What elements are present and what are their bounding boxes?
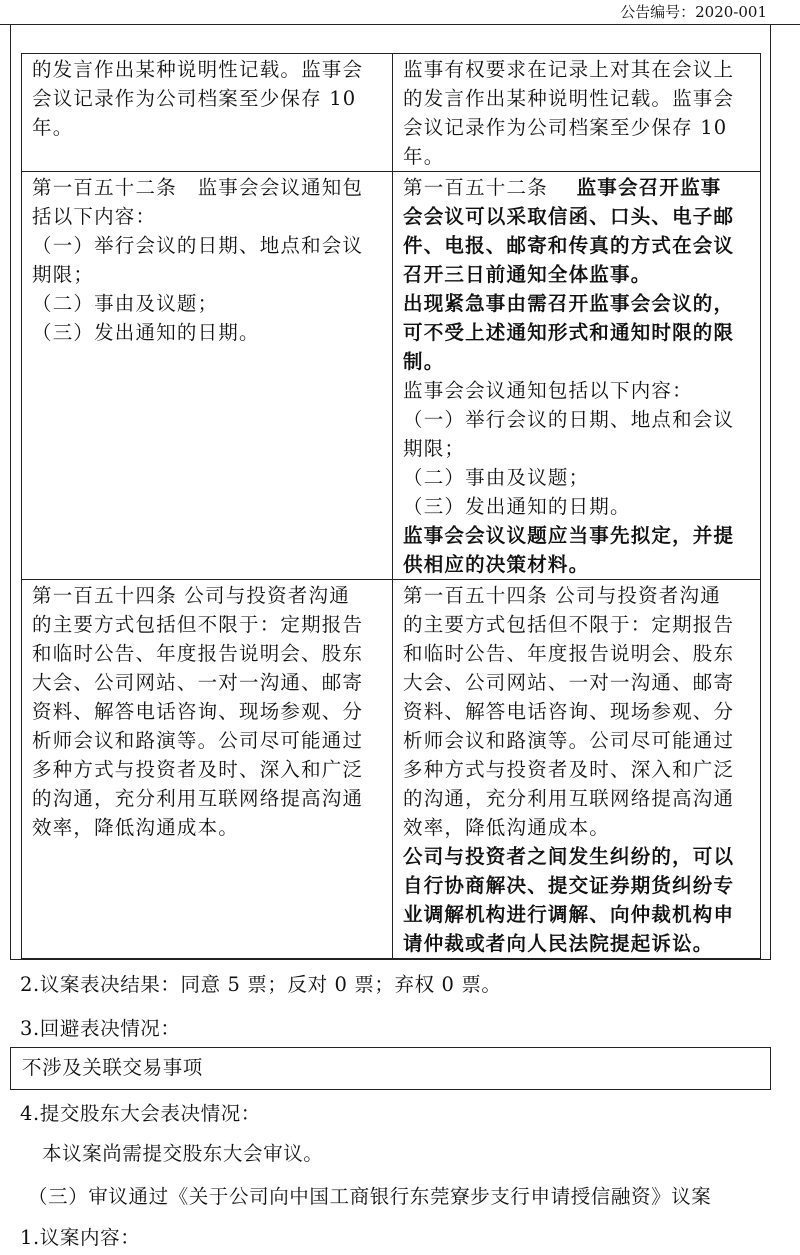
table-row xyxy=(22,54,761,172)
clause-line: （二）事由及议题； xyxy=(32,292,219,315)
clause-line: 的沟通，充分利用互联网络提高沟通 xyxy=(403,787,735,810)
clause-line: 第一百五十二条 监事会会议通知包 xyxy=(32,176,364,199)
clause-line: 和临时公告、年度报告说明会、股东 xyxy=(403,642,735,665)
revised-clause-cell xyxy=(393,580,761,959)
proposal-content-title: 1.议案内容： xyxy=(20,1226,141,1249)
recusal-box xyxy=(10,1047,771,1090)
original-clause-cell xyxy=(22,54,393,172)
clause-line: （一）举行会议的日期、地点和会议 xyxy=(32,234,364,257)
clause-line: 制。 xyxy=(403,350,445,373)
clause-line: 多种方式与投资者及时、深入和广泛 xyxy=(32,758,364,781)
header-document-code: 公告编号：2020-001 xyxy=(620,3,767,21)
clause-line: 会议记录作为公司档案至少保存 10 xyxy=(403,116,728,139)
clause-line: 出现紧急事由需召开监事会会议的， xyxy=(403,292,735,315)
clause-line: 年。 xyxy=(403,145,445,168)
clause-line: 大会、公司网站、一对一沟通、邮寄 xyxy=(32,671,364,694)
original-clause-cell xyxy=(22,580,393,959)
clause-line: 公司与投资者之间发生纠纷的，可以 xyxy=(403,845,735,868)
recusal-title: 3.回避表决情况： xyxy=(20,1017,181,1040)
clause-number: 第一百五十二条 xyxy=(403,176,548,199)
clause-line: 请仲裁或者向人民法院提起诉讼。 xyxy=(403,932,714,955)
clause-line: 的沟通，充分利用互联网络提高沟通 xyxy=(32,787,364,810)
clause-line xyxy=(403,173,752,202)
clause-line: 析师会议和路演等。公司尽可能通过 xyxy=(403,729,735,752)
clause-line: （一）举行会议的日期、地点和会议 xyxy=(403,408,735,431)
clause-line: （三）发出通知的日期。 xyxy=(403,495,631,518)
clause-line: （二）事由及议题； xyxy=(403,466,590,489)
clause-line: 年。 xyxy=(32,116,74,139)
clause-line: 期限； xyxy=(32,263,95,286)
clause-line: 的主要方式包括但不限于：定期报告 xyxy=(403,613,735,636)
recusal-box-text: 不涉及关联交易事项 xyxy=(22,1056,203,1079)
clause-line: 召开三日前通知全体监事。 xyxy=(403,263,652,286)
clause-line: 资料、解答电话咨询、现场参观、分 xyxy=(403,700,735,723)
clause-line: 资料、解答电话咨询、现场参观、分 xyxy=(32,700,364,723)
clause-line: 监事会会议议题应当事先拟定，并提 xyxy=(403,524,735,547)
clause-line: 第一百五十四条 公司与投资者沟通 xyxy=(403,584,721,607)
clause-line: 多种方式与投资者及时、深入和广泛 xyxy=(403,758,735,781)
clause-line: （三）发出通知的日期。 xyxy=(32,321,260,344)
shareholder-title: 4.提交股东大会表决情况： xyxy=(20,1102,261,1125)
clause-line: 会会议可以采取信函、口头、电子邮 xyxy=(403,205,735,228)
clause-line: 供相应的决策材料。 xyxy=(403,553,590,576)
clause-line: 的发言作出某种说明性记载。监事会 xyxy=(32,58,364,81)
clause-line: 效率，降低沟通成本。 xyxy=(32,816,240,839)
clause-line: 件、电报、邮寄和传真的方式在会议 xyxy=(403,234,735,257)
clause-line: 的主要方式包括但不限于：定期报告 xyxy=(32,613,364,636)
clause-line: 大会、公司网站、一对一沟通、邮寄 xyxy=(403,671,735,694)
clause-line: 括以下内容： xyxy=(32,205,157,228)
clause-line: 效率，降低沟通成本。 xyxy=(403,816,611,839)
clause-line: 析师会议和路演等。公司尽可能通过 xyxy=(32,729,364,752)
original-clause-cell xyxy=(22,172,393,580)
vote-result: 2.议案表决结果：同意 5 票；反对 0 票；弃权 0 票。 xyxy=(20,973,502,996)
comparison-table xyxy=(21,53,761,959)
clause-line: 监事有权要求在记录上对其在会议上 xyxy=(403,58,735,81)
table-row xyxy=(22,580,761,959)
clause-line: 会议记录作为公司档案至少保存 10 xyxy=(32,87,357,110)
clause-line: 自行协商解决、提交证券期货纠纷专 xyxy=(403,874,735,897)
proposal-3-title: （三）审议通过《关于公司向中国工商银行东莞寮步支行申请授信融资》议案 xyxy=(28,1185,712,1208)
clause-line: 业调解机构进行调解、向仲裁机构申 xyxy=(403,903,735,926)
clause-line: 期限； xyxy=(403,437,466,460)
revised-clause-cell xyxy=(393,54,761,172)
clause-line: 监事会会议通知包括以下内容： xyxy=(403,379,693,402)
revised-clause-cell xyxy=(393,172,761,580)
clause-line: 的发言作出某种说明性记载。监事会 xyxy=(403,87,735,110)
clause-line: 第一百五十四条 公司与投资者沟通 xyxy=(32,584,350,607)
clause-bold-text: 监事会召开监事 xyxy=(547,176,722,199)
clause-line: 可不受上述通知形式和通知时限的限 xyxy=(403,321,735,344)
table-row xyxy=(22,172,761,580)
clause-line: 和临时公告、年度报告说明会、股东 xyxy=(32,642,364,665)
shareholder-text: 本议案尚需提交股东大会审议。 xyxy=(42,1142,324,1165)
